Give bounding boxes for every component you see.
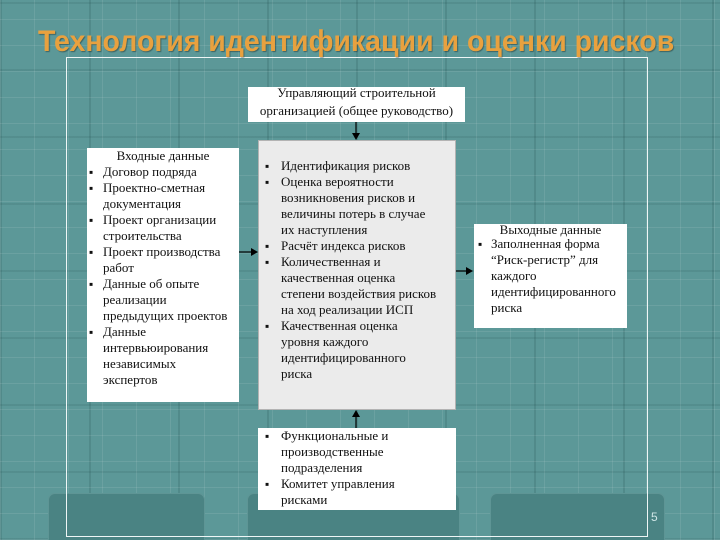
inputs-header: Входные данные: [116, 148, 210, 163]
process-item: ▪ Количественная и качественная оценка степени воздействия рисков на ход реализации ИСП: [259, 254, 455, 318]
inputs-item: ▪ Проект производства работ: [87, 244, 239, 276]
mechanisms-item: ▪ Функциональные и производственные подразделения: [258, 428, 456, 476]
control-box: [248, 87, 465, 122]
mechanisms-item: ▪ Комитет управления рисками: [258, 476, 456, 508]
outputs-header: Выходные данные: [499, 224, 602, 237]
slide-title: Технология идентификации и оценки рисков: [38, 25, 675, 58]
process-box: [258, 140, 456, 410]
mechanisms-box: [258, 428, 456, 510]
inputs-box: [87, 148, 239, 402]
inputs-item: ▪ Данные интервьюирования независимых экспертов: [87, 324, 239, 388]
process-item: ▪ Оценка вероятности возникновения рисков и величины потерь в случае их наступления: [259, 174, 455, 238]
control-box-text: Управляющий строительной организацией (общее руководство): [259, 87, 454, 118]
inputs-item: ▪ Договор подряда: [87, 164, 239, 180]
process-item: ▪ Качественная оценка уровня каждого идентифицированного риска: [259, 318, 455, 382]
outputs-item: ▪ Заполненная форма “Риск-регистр” для каждого идентифицированного риска: [474, 236, 627, 316]
inputs-item: ▪ Проектно-сметная документация: [87, 180, 239, 212]
slide-number: 5: [651, 510, 658, 524]
process-item: ▪ Расчёт индекса рисков: [259, 238, 455, 254]
process-item: ▪ Идентификация рисков: [259, 158, 455, 174]
inputs-item: ▪ Данные об опыте реализации предыдущих проектов: [87, 276, 239, 324]
inputs-item: ▪ Проект организации строительства: [87, 212, 239, 244]
outputs-box: [474, 224, 627, 328]
